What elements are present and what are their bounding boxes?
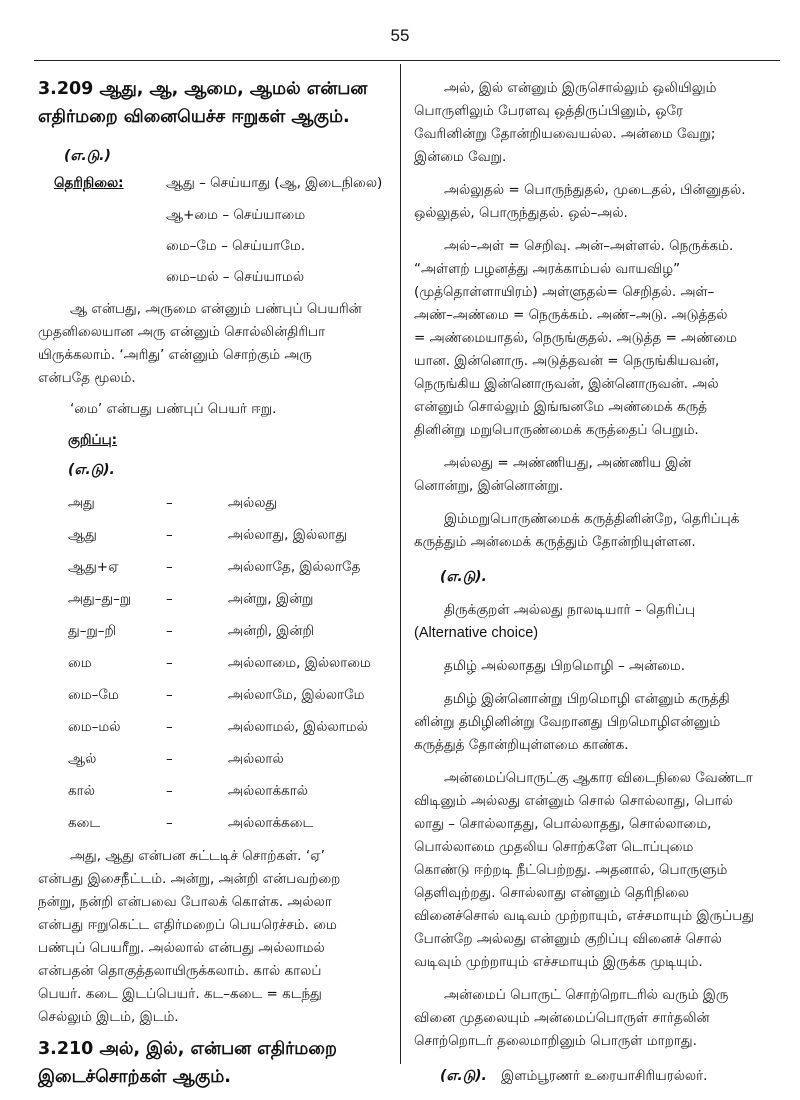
paragraph-line: விடினும் அல்லது என்னும் சொல் சொல்லாது, பொல் <box>414 793 733 809</box>
table-cell-form: மை–மே <box>68 687 119 703</box>
therinilai-row: ஆது – செய்யாது (ஆ, இடைநிலை) <box>166 175 383 191</box>
example-label: (எ.டு.) <box>64 148 111 164</box>
table-cell-dash: – <box>166 623 173 639</box>
therinilai-row: மை–மே – செய்யாமே. <box>166 238 306 254</box>
table-cell-meaning: அல்லாமல், இல்லாமல் <box>228 719 368 735</box>
table-cell-dash: – <box>166 687 173 703</box>
paragraph-line: (முத்தொள்ளாயிரம்) அள்ளுதல்= செறிதல். அள்– <box>414 284 715 300</box>
paragraph-line: என்பது இசைநீட்டம். அன்று, அன்றி என்பவற்றை <box>38 871 341 887</box>
example-label: (எ.டு). <box>440 1068 487 1084</box>
table-cell-form: ஆல் <box>68 751 97 767</box>
paragraph-line: சொற்றொடர் தலைமாறினும் பொருள் மாறாது. <box>414 1033 697 1049</box>
paragraph-line: அல்லுதல் = பொருந்துதல், முடைதல், பின்னுதல். <box>444 182 746 198</box>
paragraph-line: என்பதன் தொகுத்தலாயிருக்கலாம். கால் காலப் <box>38 963 322 979</box>
table-cell-meaning: அல்லாமை, இல்லாமை <box>228 655 371 671</box>
paragraph-line: வேரினின்று தோன்றியவையல்ல. அன்மை வேறு; <box>414 126 716 142</box>
example-label: (எ.டு). <box>440 569 487 585</box>
table-cell-form: ஆது+ஏ <box>68 559 119 575</box>
paragraph-line: பொருளிலும் பேரளவு ஒத்திருப்பினும், ஒரே <box>414 103 684 119</box>
paragraph-line: திருக்குறள் அல்லது நாலடியார் – தெரிப்பு <box>444 602 695 618</box>
table-cell-dash: – <box>166 559 173 575</box>
paragraph-line: வடிவும் முற்றாயும் எச்சமாயும் இருக்க முடியும். <box>414 954 703 970</box>
paragraph-line: என்பதே மூலம். <box>38 370 136 386</box>
paragraph-line: அன்மைப் பொருட் சொற்றொடரில் வரும் இரு <box>444 987 729 1003</box>
heading-3-209-line1: 3.209 ஆது, ஆ, ஆமை, ஆமல் என்பன <box>38 79 368 99</box>
paragraph-line: ஆ என்பது, அருமை என்னும் பண்புப் பெயரின் <box>70 301 362 317</box>
paragraph-line: கருத்துத் தோன்றியுள்ளமை காண்க. <box>414 737 629 753</box>
table-cell-dash: – <box>166 719 173 735</box>
page-number: 55 <box>390 26 410 45</box>
table-cell-dash: – <box>166 815 173 831</box>
paragraph-line: பெயர். கடை இடப்பெயர். கட–கடை = கடந்து <box>38 986 322 1002</box>
table-cell-form: கால் <box>68 783 95 799</box>
final-example-text: இளம்பூரணர் உரையாசிரியரல்லர். <box>501 1068 708 1084</box>
paragraph-line: பண்புப் பெயரீறு. அல்லால் என்பது அல்லாமல் <box>38 940 325 956</box>
therinilai-row: ஆ+மை – செய்யாமை <box>166 207 306 223</box>
table-cell-dash: – <box>166 591 173 607</box>
paragraph-line: கொண்டு ஈற்றடி நீட்பெற்றது. அதனால், பொருளும் <box>414 862 728 878</box>
paragraph-line: நெருங்கிய இன்னொருவன், இன்னொருவன். அல் <box>414 376 719 392</box>
table-cell-meaning: அல்லாது, இல்லாது <box>228 527 348 543</box>
table-cell-dash: – <box>166 527 173 543</box>
paragraph-line: போன்றே அல்லது என்னும் குறிப்பு வினைச் சொல் <box>414 931 722 947</box>
table-cell-form: அது–து–று <box>68 591 132 607</box>
paragraph-line: இன்மை வேறு. <box>414 149 507 165</box>
paragraph-line: அல், இல் என்னும் இருசொல்லும் ஒலியிலும் <box>444 80 717 96</box>
table-cell-form: து–று–றி <box>68 623 117 639</box>
table-cell-dash: – <box>166 751 173 767</box>
paragraph-line: செல்லும் இடம், இடம். <box>38 1009 179 1025</box>
kurippu-label: குறிப்பு: <box>68 432 118 448</box>
table-cell-dash: – <box>166 655 173 671</box>
paragraph-line: முதனிலையான அரு என்னும் சொல்லின்திரிபா <box>38 324 326 340</box>
table-cell-form: அது <box>68 495 95 511</box>
paragraph-line: (Alternative choice) <box>414 625 539 641</box>
table-cell-meaning: அன்று, இன்று <box>228 591 314 607</box>
table-cell-dash: – <box>166 495 173 511</box>
table-cell-meaning: அன்றி, இன்றி <box>228 623 315 639</box>
table-cell-meaning: அல்லாக்கால் <box>228 783 308 799</box>
table-cell-form: மை <box>68 655 92 671</box>
therinilai-label: தெரிநிலை: <box>54 175 124 191</box>
table-cell-meaning: அல்லாக்கடை <box>228 815 314 831</box>
paragraph-line: தெளிவுற்றது. சொல்லாது என்னும் தெரிநிலை <box>414 885 689 901</box>
paragraph-line: பொல்லாமை முதலிய சொற்களே டொப்புமை <box>414 839 694 855</box>
paragraph-line: “அள்ளற் பழனத்து அரக்காம்பல் வாயவிழ” <box>414 261 681 277</box>
paragraph-line: அல்லது = அண்ணியது, அண்ணிய இன் <box>444 455 692 471</box>
table-cell-form: கடை <box>68 815 101 831</box>
table-cell-meaning: அல்லது <box>228 495 278 511</box>
paragraph-line: யிருக்கலாம். ‘அரிது’ என்னும் சொற்கும் அரு <box>38 347 312 363</box>
therinilai-row: மை–மல் – செய்யாமல் <box>166 269 305 285</box>
heading-3-210-line1: 3.210 அல், இல், என்பன எதிர்மறை <box>38 1039 337 1059</box>
paragraph-line: தினின்று மறுபொருண்மைக் கருத்தைப் பெறும். <box>414 422 699 438</box>
paragraph-line: அண்–அண்மை = நெருக்கம். அண்–அடு. அடுத்தல் <box>414 307 728 323</box>
paragraph-line: தமிழ் இன்னொன்று பிறமொழி என்னும் கருத்தி <box>444 691 730 707</box>
heading-3-209-line2: எதிர்மறை வினையெச்ச ஈறுகள் ஆகும். <box>38 107 350 127</box>
paragraph-line: வினை முதலையும் அன்மைப்பொருள் சார்தலின் <box>414 1010 710 1026</box>
example-label: (எ.டு). <box>68 462 115 478</box>
table-cell-meaning: அல்லாமே, இல்லாமே <box>228 687 365 703</box>
table-cell-form: மை–மல் <box>68 719 121 735</box>
paragraph-line: அன்மைப்பொருட்கு ஆகார விடைநிலை வேண்டா <box>444 770 753 786</box>
paragraph-line: ஒல்லுதல், பொருந்துதல். ஒல்–அல். <box>414 205 628 221</box>
table-cell-meaning: அல்லாதே, இல்லாதே <box>228 559 361 575</box>
paragraph-line: நன்று, நன்றி என்பவை போலக் கொள்க. அல்லா <box>38 894 332 910</box>
paragraph-line: வினைச்சொல் வடிவம் முற்றாயும், எச்சமாயும் இருப்பது <box>414 908 754 924</box>
table-cell-dash: – <box>166 783 173 799</box>
paragraph-line: இம்மறுபொருண்மைக் கருத்தினின்றே, தெரிப்புக் <box>444 511 740 527</box>
paragraph-line: யான. இன்னொரு. அடுத்தவன் = நெருங்கியவன், <box>414 353 720 369</box>
paragraph-line: ‘மை’ என்பது பண்புப் பெயர் ஈறு. <box>70 401 277 417</box>
paragraph-line: கருத்தும் அன்மைக் கருத்தும் தோன்றியுள்ளன. <box>414 534 696 550</box>
paragraph-line: = அண்மையாதல், நெருங்குதல். அடுத்த = அண்மை <box>414 330 737 346</box>
paragraph-line: அது, ஆது என்பன சுட்டடிச் சொற்கள். ‘ஏ’ <box>70 848 325 864</box>
header-rule <box>34 60 780 61</box>
paragraph-line: என்பது ஈறுகெட்ட எதிர்மறைப் பெயரெச்சம். மை <box>38 917 337 933</box>
paragraph-line: தமிழ் அல்லாதது பிறமொழி – அன்மை. <box>444 658 686 674</box>
paragraph-line: னொன்று, இன்னொன்று. <box>414 478 564 494</box>
paragraph-line: என்னும் சொல்லும் இங்ஙனமே அண்மைக் கருத் <box>414 399 708 415</box>
heading-3-210-line2: இடைச்சொற்கள் ஆகும். <box>38 1067 231 1087</box>
table-cell-meaning: அல்லால் <box>228 751 284 767</box>
paragraph-line: னின்று தமிழினின்று வேறானது பிறமொழிஎன்னும் <box>414 714 721 730</box>
column-divider <box>400 64 401 1064</box>
paragraph-line: லாது – சொல்லாதது, பொல்லாதது, சொல்லாமை, <box>414 816 712 832</box>
paragraph-line: அல்–அள் = செறிவு. அன்–அள்ளல். நெருக்கம். <box>444 238 734 254</box>
table-cell-form: ஆது <box>68 527 97 543</box>
